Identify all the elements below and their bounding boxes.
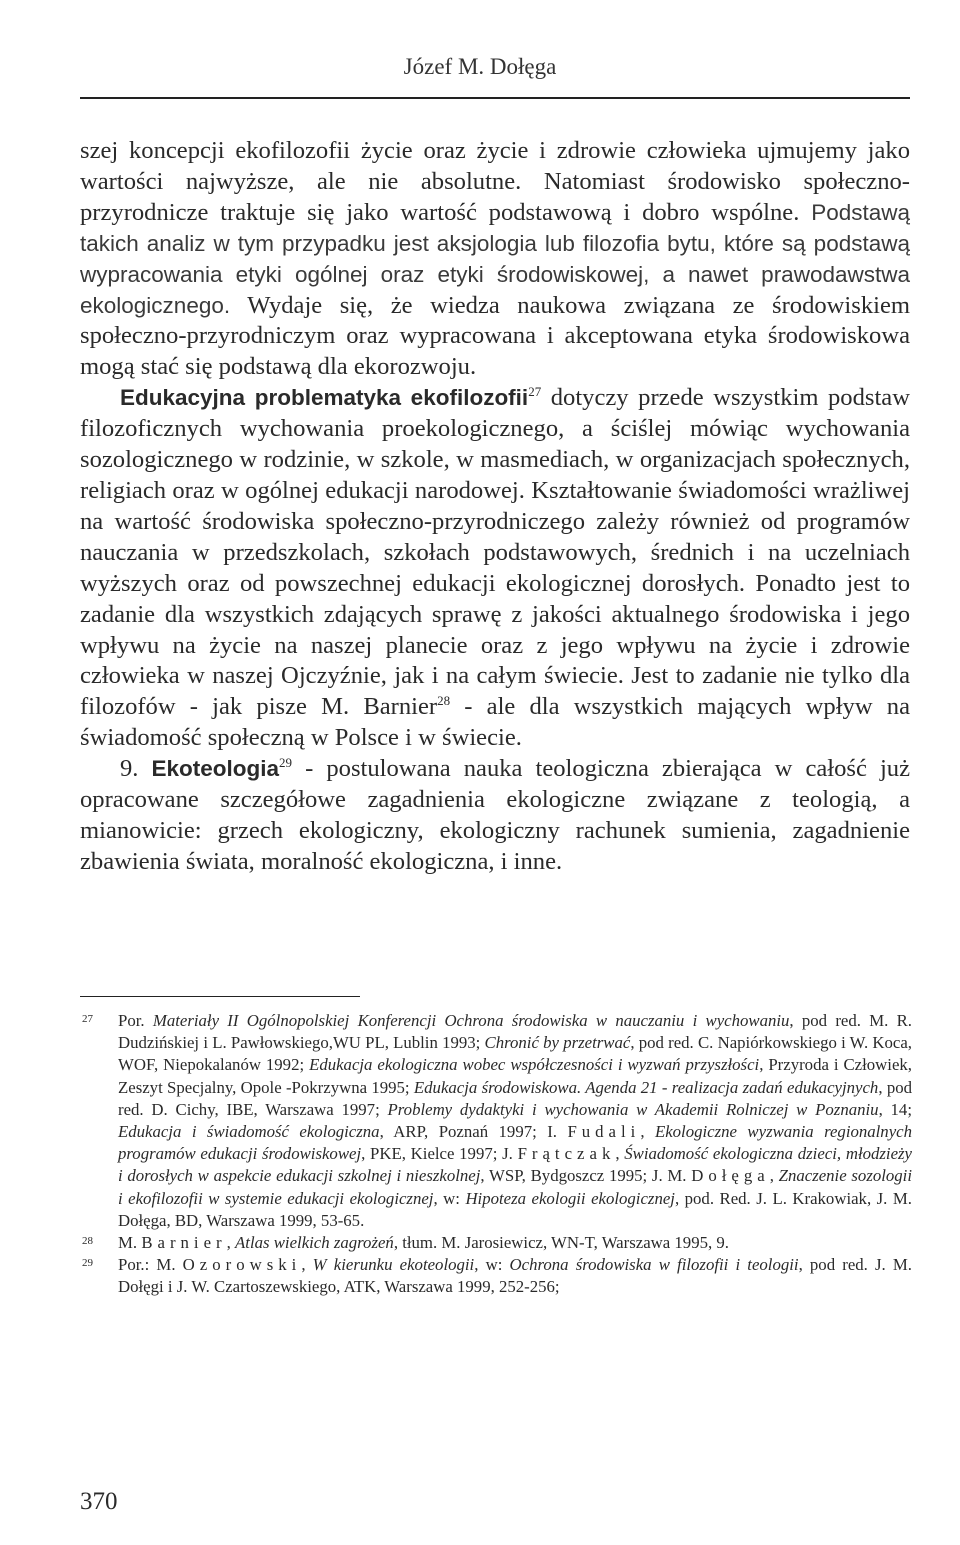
paragraph-1-segment: Wydaje się, że wiedza naukowa związana ze środowiskiem społeczno-przyrodniczym oraz wypracowana i akceptowana etyka środowiskowa mogą stać się podstawą dla ekorozwoju. — [80, 291, 910, 381]
footnote-title: W kierunku ekoteologii — [312, 1255, 475, 1275]
footnote-title: Świadomość ekologiczna dzieci, młodzieży i dorosłych w aspekcie edukacji szkolnej i nieszkolnej — [118, 1144, 913, 1186]
paragraph-3-text: - postulowana nauka teologiczna zbierająca w całość już opracowane szczegółowe zagadnienia ekologiczne związane z teologią, a mianowicie: grzech ekologiczny, ekologiczny rachunek sumienia, zagadnienie zbawienia świata, moralność ekologiczna, i inne. — [80, 755, 911, 875]
footnote-title: Edukacja ekologiczna wobec współczesności i wyzwań przyszłości — [309, 1055, 760, 1075]
footnote-text: , WSP, Bydgoszcz 1995; J. M. — [480, 1166, 692, 1186]
footnote-number: 29 — [82, 1257, 93, 1270]
footnote-text: , — [640, 1122, 655, 1142]
footnote-text: Por.: M. — [118, 1255, 183, 1275]
footnote-text: , w: — [433, 1188, 466, 1208]
footnote-author: Frątczak — [517, 1144, 616, 1164]
footnote-29 — [80, 1254, 912, 1298]
footnote-separator — [80, 996, 360, 997]
footnote-text: , 14; — [878, 1099, 912, 1119]
main-text — [80, 136, 910, 878]
footnote-text: , Przyroda i Człowiek, Zeszyt Specjalny, Opole -Pokrzywna 1995; — [118, 1055, 912, 1097]
footnote-text: , — [226, 1233, 236, 1253]
paragraph-3 — [80, 754, 910, 878]
footnote-ref-28[interactable]: 28 — [437, 693, 451, 709]
footnote-27 — [80, 1010, 912, 1232]
footnote-title: Ekologiczne wyzwania regionalnych programów edukacji środowiskowej — [118, 1122, 912, 1164]
paragraph-2-text: dotyczy przede wszystkim podstaw filozoficznych wychowania proekologicznego, a ściślej mówiąc wychowania sozologicznego w rodzinie, w szkole, w masmediach, w organizacjach społecznych, religiach oraz w ogólnej edukacji narodowej. Kształtowanie świadomości wrażliwej na wartość środowiska społeczno-przyrodniczego zależy również od programów nauczania w przedszkolach, szkołach podstawowych, średnich i na uczelniach wyższych oraz od powszechnej edukacji ekologicznej dorosłych. Ponadto jest to zadanie dla wszystkich zdających sprawę z jakości aktualnego środowiska i jego wpływu na życie na naszej planecie oraz z jego wpływu na życie i zdrowie człowieka w naszej Ojczyźnie, jak i na całym świecie. Jest to zadanie nie tylko dla filozofów - jak pisze M. Barnier — [80, 384, 910, 721]
footnote-author: Fudali — [567, 1122, 641, 1142]
running-header: Józef M. Dołęga — [403, 54, 557, 79]
footnote-number: 27 — [82, 1013, 93, 1025]
footnote-text: , pod. Red. J. L. Krakowiak, J. M. Dołęga, BD, Warszawa 1999, 53-65. — [118, 1188, 912, 1230]
footnote-text: , — [301, 1255, 313, 1275]
header-rule — [80, 97, 910, 99]
footnote-ref-27[interactable]: 27 — [528, 384, 542, 400]
footnote-28 — [80, 1232, 912, 1254]
footnote-text: , pod red. M. R. Dudzińskiej i L. Pawłowskiego,WU PL, Lublin 1993; — [118, 1011, 912, 1053]
paragraph-1-segment: szej koncepcji ekofilozofii życie oraz życie i zdrowie człowieka ujmujemy jako wartości najwyższe, ale nie absolutne. Natomiast środowisko społeczno-przyrodnicze traktuje się jako wartość podstawową i dobro wspólne. — [80, 137, 910, 226]
footnote-number: 28 — [82, 1235, 93, 1248]
footnote-author: Barnier — [141, 1233, 227, 1253]
footnotes — [80, 1010, 912, 1299]
footnote-text: , pod red. D. Cichy, IBE, Warszawa 1997; — [118, 1077, 912, 1119]
paragraph-2 — [80, 383, 910, 754]
footnote-text: , tłum. M. Jarosiewicz, WN-T, Warszawa 1995, 9. — [393, 1233, 729, 1253]
footnote-author: Ozorowski — [182, 1255, 302, 1275]
footnote-title: Hipoteza ekologii ekologicznej — [465, 1188, 675, 1208]
footnote-title: Chronić by przetrwać — [484, 1033, 631, 1053]
page-number: 370 — [80, 1488, 118, 1515]
footnote-text: M. — [118, 1233, 142, 1253]
footnote-text: , w: — [474, 1255, 510, 1275]
footnote-text: , ARP, Poznań 1997; I. — [379, 1122, 568, 1142]
paragraph-1 — [80, 136, 910, 383]
footnote-title: Edukacja i świadomość ekologiczna — [118, 1122, 380, 1142]
paragraph-2-text: - ale dla wszystkich mających wpływ na świadomość społeczną w Polsce i w świecie. — [80, 693, 910, 752]
footnote-text: , pod red. C. Napiórkowskiego i W. Koca, WOF, Niepokalanów 1992; — [118, 1033, 912, 1075]
footnote-text: , — [615, 1144, 625, 1164]
footnote-title: Znaczenie sozologii i ekofilozofii w systemie edukacji ekologicznej — [118, 1166, 913, 1208]
footnote-author: Dołęga — [691, 1166, 770, 1186]
footnote-text: , PKE, Kielce 1997; J. — [361, 1144, 518, 1164]
footnote-title: Materiały II Ogólnopolskiej Konferencji Ochrona środowiska w nauczaniu i wychowaniu — [152, 1011, 790, 1030]
term-edukacyjna-problematyka: Edukacyjna problematyka ekofilozofii — [120, 385, 529, 411]
footnote-title: Edukacja środowiskowa. Agenda 21 - realizacja zadań edukacyjnych — [413, 1077, 879, 1097]
footnote-text: , pod red. J. M. Dołęgi i J. W. Czartoszewskiego, ATK, Warszawa 1999, 252-256; — [118, 1255, 913, 1297]
term-ekoteologia: Ekoteologia — [151, 756, 280, 782]
paragraph-1-sans-segment: Podstawą takich analiz w tym przypadku jest aksjologia lub filozofia bytu, które są podstawą wypracowania etyki ogólnej oraz etyki środowiskowej, a nawet prawodawstwa ekologicznego. — [80, 199, 910, 318]
footnote-ref-29[interactable]: 29 — [279, 754, 293, 770]
footnote-text: , — [769, 1166, 779, 1186]
footnote-title: Atlas wielkich zagrożeń — [235, 1233, 394, 1253]
footnote-text: Por. — [118, 1011, 153, 1030]
footnote-title: Ochrona środowiska w filozofii i teologii — [509, 1255, 799, 1275]
section-number: 9. — [120, 755, 152, 783]
footnote-title: Problemy dydaktyki i wychowania w Akademii Rolniczej w Poznaniu — [387, 1099, 879, 1119]
